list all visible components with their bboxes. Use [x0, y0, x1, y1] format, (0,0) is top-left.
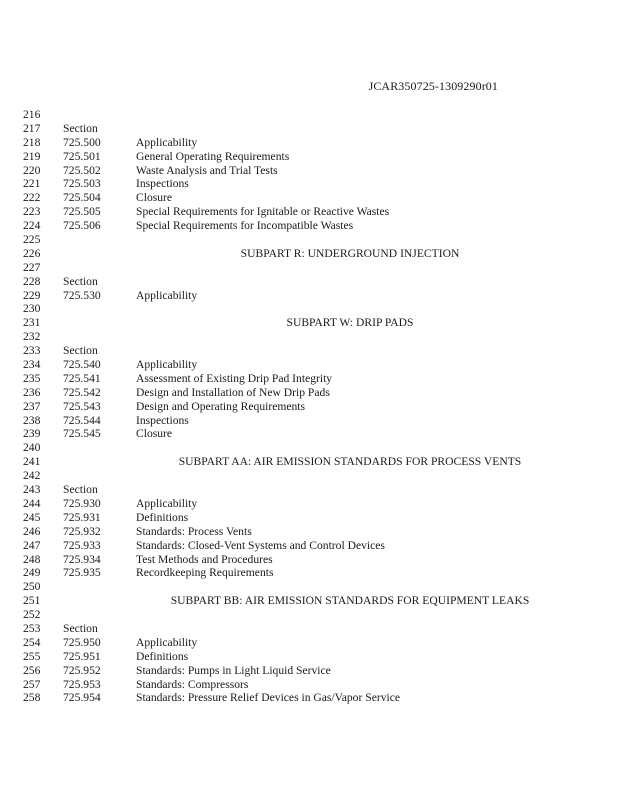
document-line [0, 289, 620, 303]
document-line [0, 691, 620, 705]
section-number: 725.501 [63, 149, 101, 163]
document-line [0, 316, 620, 330]
section-title: General Operating Requirements [136, 149, 290, 163]
line-number: 227 [23, 260, 41, 274]
document-line [0, 108, 620, 122]
section-number: 725.545 [63, 427, 101, 441]
line-number: 220 [23, 163, 41, 177]
section-number: 725.951 [63, 649, 101, 663]
document-line [0, 302, 620, 316]
line-number: 233 [23, 344, 41, 358]
document-line [0, 414, 620, 428]
line-number: 251 [23, 594, 41, 608]
section-title: Test Methods and Procedures [136, 552, 273, 566]
document-line [0, 275, 620, 289]
document-line [0, 566, 620, 580]
document-line [0, 664, 620, 678]
section-number: 725.954 [63, 691, 101, 705]
section-title: Standards: Compressors [136, 677, 249, 691]
section-number: 725.934 [63, 552, 101, 566]
section-title: Standards: Pumps in Light Liquid Service [136, 663, 331, 677]
subpart-heading: SUBPART AA: AIR EMISSION STANDARDS FOR PROCESS VENTS [178, 455, 522, 469]
document-line [0, 344, 620, 358]
line-number: 240 [23, 441, 41, 455]
section-number: 725.952 [63, 663, 101, 677]
document-line [0, 122, 620, 136]
section-number: Section [63, 344, 98, 358]
section-number: 725.506 [63, 219, 101, 233]
subpart-heading: SUBPART BB: AIR EMISSION STANDARDS FOR EQUIPMENT LEAKS [170, 594, 530, 608]
section-number: 725.503 [63, 177, 101, 191]
document-line [0, 136, 620, 150]
line-number: 250 [23, 580, 41, 594]
document-line [0, 386, 620, 400]
section-number: 725.502 [63, 163, 101, 177]
section-title: Special Requirements for Ignitable or Reactive Wastes [136, 205, 390, 219]
document-line [0, 400, 620, 414]
line-number: 238 [23, 413, 41, 427]
line-number: 255 [23, 649, 41, 663]
line-number: 223 [23, 205, 41, 219]
document-code: JCAR350725-1309290r01 [368, 79, 498, 93]
section-number: 725.542 [63, 385, 101, 399]
section-title: Applicability [136, 496, 198, 510]
section-title: Design and Installation of New Drip Pads [136, 385, 330, 399]
document-line [0, 427, 620, 441]
line-number: 237 [23, 399, 41, 413]
line-number: 258 [23, 691, 41, 705]
section-title: Assessment of Existing Drip Pad Integrity [136, 371, 333, 385]
line-number: 247 [23, 538, 41, 552]
section-title: Inspections [136, 177, 189, 191]
line-number: 252 [23, 608, 41, 622]
line-number: 228 [23, 274, 41, 288]
subpart-heading: SUBPART R: UNDERGROUND INJECTION [240, 246, 460, 260]
section-title: Recordkeeping Requirements [136, 566, 274, 580]
document-line [0, 441, 620, 455]
section-number: 725.930 [63, 496, 101, 510]
section-number: Section [63, 121, 98, 135]
line-number: 221 [23, 177, 41, 191]
section-title: Closure [136, 427, 173, 441]
line-number: 225 [23, 233, 41, 247]
section-number: Section [63, 621, 98, 635]
line-number: 234 [23, 358, 41, 372]
section-title: Applicability [136, 358, 198, 372]
line-number: 239 [23, 427, 41, 441]
section-title: Special Requirements for Incompatible Wastes [136, 219, 354, 233]
document-line [0, 594, 620, 608]
line-number: 226 [23, 246, 41, 260]
document-line [0, 358, 620, 372]
document-line [0, 497, 620, 511]
line-number: 244 [23, 496, 41, 510]
line-number: 256 [23, 663, 41, 677]
line-number: 222 [23, 191, 41, 205]
document-line [0, 483, 620, 497]
line-number: 254 [23, 635, 41, 649]
line-number: 236 [23, 385, 41, 399]
section-number: 725.500 [63, 135, 101, 149]
document-line [0, 150, 620, 164]
document-line [0, 678, 620, 692]
document-line [0, 247, 620, 261]
section-title: Inspections [136, 413, 189, 427]
line-number: 232 [23, 330, 41, 344]
section-title: Applicability [136, 288, 198, 302]
document-line [0, 177, 620, 191]
document-line [0, 650, 620, 664]
section-number: 725.505 [63, 205, 101, 219]
line-number: 241 [23, 455, 41, 469]
document-line [0, 580, 620, 594]
document-line [0, 164, 620, 178]
document-line [0, 191, 620, 205]
document-line [0, 469, 620, 483]
line-number: 243 [23, 483, 41, 497]
section-title: Standards: Process Vents [136, 524, 252, 538]
section-number: 725.933 [63, 538, 101, 552]
document-line [0, 261, 620, 275]
section-number: 725.530 [63, 288, 101, 302]
line-number: 235 [23, 371, 41, 385]
section-title: Definitions [136, 649, 189, 663]
section-title: Standards: Pressure Relief Devices in Gas/Vapor Service [136, 691, 401, 705]
section-number: 725.950 [63, 635, 101, 649]
section-title: Standards: Closed-Vent Systems and Control Devices [136, 538, 385, 552]
section-title: Closure [136, 191, 173, 205]
section-title: Waste Analysis and Trial Tests [136, 163, 278, 177]
document-line [0, 553, 620, 567]
section-title: Applicability [136, 635, 198, 649]
line-number: 242 [23, 469, 41, 483]
section-number: 725.540 [63, 358, 101, 372]
document-line [0, 525, 620, 539]
section-number: 725.935 [63, 566, 101, 580]
line-number: 249 [23, 566, 41, 580]
section-number: 725.931 [63, 510, 101, 524]
line-number: 253 [23, 621, 41, 635]
line-number: 230 [23, 302, 41, 316]
section-number: 725.544 [63, 413, 101, 427]
document-line [0, 622, 620, 636]
section-title: Definitions [136, 510, 189, 524]
section-number: Section [63, 274, 98, 288]
document-line [0, 511, 620, 525]
line-number: 257 [23, 677, 41, 691]
document-line [0, 539, 620, 553]
line-number: 246 [23, 524, 41, 538]
line-number: 216 [23, 108, 41, 121]
document-line [0, 372, 620, 386]
section-title: Applicability [136, 135, 198, 149]
line-number: 218 [23, 135, 41, 149]
section-number: 725.932 [63, 524, 101, 538]
line-number: 248 [23, 552, 41, 566]
line-number: 217 [23, 121, 41, 135]
line-number: 219 [23, 149, 41, 163]
document-line [0, 455, 620, 469]
section-number: Section [63, 483, 98, 497]
line-number: 229 [23, 288, 41, 302]
line-number: 231 [23, 316, 41, 330]
document-line [0, 233, 620, 247]
line-number: 224 [23, 219, 41, 233]
section-number: 725.543 [63, 399, 101, 413]
document-line [0, 219, 620, 233]
line-number: 245 [23, 510, 41, 524]
section-number: 725.504 [63, 191, 101, 205]
section-title: Design and Operating Requirements [136, 399, 306, 413]
line-list [0, 108, 620, 705]
section-number: 725.953 [63, 677, 101, 691]
subpart-heading: SUBPART W: DRIP PADS [286, 316, 414, 330]
document-line [0, 636, 620, 650]
section-number: 725.541 [63, 371, 101, 385]
document-line [0, 608, 620, 622]
document-line [0, 330, 620, 344]
document-line [0, 205, 620, 219]
